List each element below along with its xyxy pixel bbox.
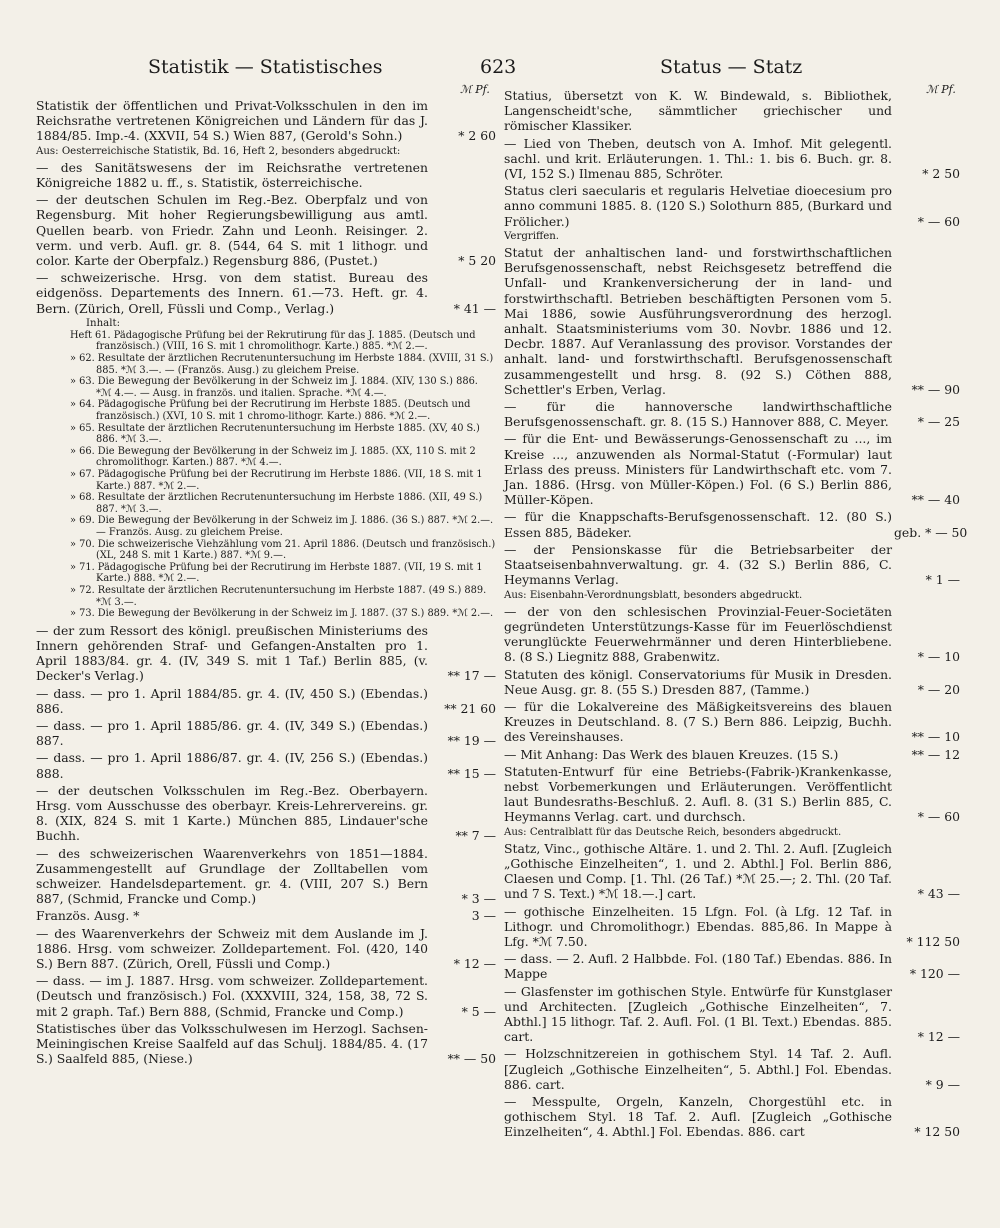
entry-text: — gothische Einzelheiten. 15 Lfgn. Fol. (à Lfg. 12 Taf. in Lithogr. und Chromolithogr.) Ebendas. 885,86. In Mappe à Lfg. *ℳ 7.50. xyxy=(504,903,892,949)
inhalt-item: Heft 61. Pädagogische Prüfung bei der Rekrutirung für das J. 1885. (Deutsch und französisch.) (VIII, 16 S. mit 1 chromolithogr. Karte.) 885. *ℳ 2.—. xyxy=(70,329,476,353)
entry-price: * — 60 xyxy=(917,809,960,825)
entry-text: — des schweizerischen Waarenverkehrs von 1851—1884. Zusammengestellt auf Grundlage der Zolltabellen vom schweizer. Handelsdepartement. gr. 4. (VIII, 207 S.) Bern 887, (Schmid, Francke und Comp.) xyxy=(36,845,428,907)
right-column xyxy=(504,83,968,1142)
entry-price: * — 25 xyxy=(917,414,960,430)
entry-text: — für die hannoversche landwirthschaftliche Berufsgenossenschaft. gr. 8. (15 S.) Hannover 888, C. Meyer. xyxy=(504,399,892,430)
catalog-entry xyxy=(36,192,496,268)
entry-price: * 43 — xyxy=(917,886,960,902)
entry-text: Statuten-Entwurf für eine Betriebs-(Fabrik-)Krankenkasse, nebst Vorbemerkungen und Erläuterungen. Veröffentlicht laut Bundesraths-Beschluß. 2. Aufl. 8. (31 S.) Berlin 885, C. Heymanns Verlag. cart. und durchsch. xyxy=(504,763,892,825)
catalog-entry xyxy=(504,231,960,243)
entry-price: * 5 20 xyxy=(458,253,496,269)
left-entries-continued xyxy=(36,623,496,1067)
entry-price: * 12 50 xyxy=(914,1124,960,1140)
entry-price: * 2 50 xyxy=(922,166,960,182)
entry-price: geb. * — 50 xyxy=(894,524,968,540)
inhalt-item: » 64. Pädagogische Prüfung bei der Recrutirung im Herbste 1885. (Deutsch und französisch.) (XVI, 10 S. mit 1 chromo-lithogr. Karte.) 886. *ℳ 2.—. xyxy=(70,399,471,422)
entry-price: * 5 — xyxy=(461,1003,496,1019)
catalog-entry xyxy=(36,160,496,190)
entry-text: — Mit Anhang: Das Werk des blauen Kreuzes. (15 S.) xyxy=(504,746,839,762)
inhalt-item: » 73. Die Bewegung der Bevölkerung in der Schweiz im J. 1887. (37 S.) 889. *ℳ 2.—. xyxy=(70,608,494,620)
entry-price: * 1 — xyxy=(925,572,960,588)
entry-text: Status cleri saecularis et regularis Helvetiae dioecesium pro anno communi 1885. 8. (120 S.) Solothurn 885, (Burkard und Frölicher.) xyxy=(504,183,892,229)
page-header xyxy=(0,56,1000,86)
catalog-entry xyxy=(504,1046,960,1092)
entry-price: ** 17 — xyxy=(447,668,496,684)
entry-text: — dass. — pro 1. April 1884/85. gr. 4. (IV, 450 S.) (Ebendas.) 886. xyxy=(36,685,428,716)
entry-text: — der deutschen Volksschulen im Reg.-Bez. Oberbayern. Hrsg. vom Ausschusse des oberbayr. Kreis-Lehrervereins. gr. 8. (XIX, 824 S. mit 1 Karte.) München 885, Lindauer'sche Buchh. xyxy=(36,782,428,844)
inhalt-item: » 70. Die schweizerische Viehzählung vom 21. April 1886. (Deutsch und französisch.) (XL, 248 S. mit 1 Karte.) 887. *ℳ 9.—. xyxy=(70,538,496,562)
entry-text: — der Pensionskasse für die Betriebsarbeiter der Staatseisenbahnverwaltung. gr. 4. (32 S.) Berlin 886, C. Heymanns Verlag. xyxy=(504,541,892,588)
inhalt-item: » 65. Resultate der ärztlichen Recrutenuntersuchung im Herbste 1885. (XV, 40 S.) 886. *ℳ 3.—. xyxy=(70,422,480,446)
catalog-entry xyxy=(504,841,960,902)
catalog-entry xyxy=(36,623,496,684)
catalog-entry xyxy=(504,136,960,182)
entry-price: * 2 60 xyxy=(458,128,496,144)
page-number: 623 xyxy=(480,56,517,78)
inhalt-item: » 67. Pädagogische Prüfung bei der Recrutirung im Herbste 1886. (VII, 18 S. mit 1 Karte.) 887. *ℳ 2.—. xyxy=(70,468,483,492)
entry-text: — der deutschen Schulen im Reg.-Bez. Oberpfalz und von Regensburg. Mit hoher Regierungsbewilligung aus amtl. Quellen bearb. von Friedr. Zahn und Leonh. Reisinger. 2. verm. und verb. Aufl. gr. 8. (544, 64 S. mit 1 lithogr. und color. Karte der Oberpfalz.) Regensburg 886, (Pustet.) xyxy=(36,192,428,269)
header-left-title: Statistik — Statistisches xyxy=(148,56,383,78)
inhalt-item: » 71. Pädagogische Prüfung bei der Recrutirung im Herbste 1887. (VII, 19 S. mit 1 Karte.) 888. *ℳ 2.—. xyxy=(70,561,483,585)
entry-text: Vergriffen. xyxy=(504,230,560,242)
entry-price: * — 60 xyxy=(917,213,960,229)
catalog-entry xyxy=(504,904,960,950)
inhalt-list xyxy=(36,330,496,620)
inhalt-item: » 72. Resultate der ärztlichen Recrutenuntersuchung im Herbste 1887. (49 S.) 889. *ℳ 3.—. xyxy=(70,584,487,608)
entry-text: — Lied von Theben, deutsch von A. Imhof. Mit gelegentl. sachl. und krit. Erläuterungen. 1. Thl.: 1. bis 6. Buch. gr. 8. (VI, 152 S.) Ilmenau 885, Schröter. xyxy=(504,135,892,182)
catalog-entry xyxy=(504,509,968,540)
entry-text: — schweizerische. Hrsg. von dem statist. Bureau des eidgenöss. Departements des Innern. 61.—73. Heft. gr. 4. Bern. (Zürich, Orell, Füssli und Comp., Verlag.) xyxy=(36,270,428,316)
entry-text: Statuten des königl. Conservatoriums für Musik in Dresden. Neue Ausg. gr. 8. (55 S.) Dresden 887, (Tamme.) xyxy=(504,666,892,697)
catalog-entry xyxy=(36,270,496,316)
catalog-entry xyxy=(504,542,960,588)
entry-price: * 41 — xyxy=(453,300,496,316)
left-entries xyxy=(36,98,496,316)
entry-price: ** 15 — xyxy=(447,765,496,781)
entry-price: * 120 — xyxy=(909,966,960,982)
entry-price: * 12 — xyxy=(453,955,496,971)
entry-text: — für die Knappschafts-Berufsgenossenschaft. 12. (80 S.) Essen 885, Bädeker. xyxy=(504,509,892,540)
entry-text: — der von den schlesischen Provinzial-Feuer-Societäten gegründeten Unterstützungs-Kasse für im Feuerlöschdienst verunglückte Feuerwehrmänner und deren Hinterbliebene. 8. (8 S.) Liegnitz 888, Grabenwitz. xyxy=(504,603,892,665)
entry-price: * 112 50 xyxy=(906,933,960,949)
entry-text: Statistisches über das Volksschulwesen im Herzogl. Sachsen-Meiningischen Kreise Saalfeld auf das Schulj. 1884/85. 4. (17 S.) Saalfeld 885, (Niese.) xyxy=(36,1020,428,1067)
entry-price: ** 19 — xyxy=(447,733,496,749)
entry-price: ** 21 60 xyxy=(444,700,496,716)
entry-text: — Holzschnitzereien in gothischem Styl. 14 Taf. 2. Aufl. [Zugleich „Gothische Einzelheiten“, 5. Abthl.] Fol. Ebendas. 886. cart. xyxy=(504,1046,892,1092)
entry-price: * 12 — xyxy=(917,1029,960,1045)
entry-text: — des Sanitätswesens der im Reichsrathe vertretenen Königreiche 1882 u. ff., s. Statistik, österreichische. xyxy=(36,159,428,191)
right-entries xyxy=(504,88,968,1140)
catalog-entry xyxy=(36,98,496,144)
catalog-entry xyxy=(504,667,960,697)
inhalt-item: » 63. Die Bewegung der Bevölkerung in der Schweiz im J. 1884. (XIV, 130 S.) 886. *ℳ 4.—. — Ausg. in französ. und italien. Sprache. *ℳ 4.—. xyxy=(70,376,478,399)
entry-text: — für die Ent- und Bewässerungs-Genossenschaft zu ..., im Kreise ..., anzuwenden als Normal-Statut (-Formular) laut Erlass des preuss. Ministers für Landwirthschaft etc. vom 7. Jan. 1886. (Hrsg. von Müller-Köpen.) Fol. (6 S.) Berlin 886, Müller-Köpen. xyxy=(504,431,892,508)
entry-text: Statz, Vinc., gothische Altäre. 1. und 2. Thl. 2. Aufl. [Zugleich „Gothische Einzelheiten“, 1. und 2. Abthl.] Fol. Berlin 886, Claesen und Comp. [1. Thl. (26 Taf.) *ℳ 25.—; 2. Thl. (20 Taf. und 7 S. Text.) *ℳ 18.—.] cart. xyxy=(504,840,892,902)
catalog-entry xyxy=(36,750,496,780)
entry-text: — dass. — im J. 1887. Hrsg. vom schweizer. Zolldepartement. (Deutsch und französisch.) Fol. (XXXVIII, 324, 158, 38, 72 S. mit 2 graph. Taf.) Bern 888, (Schmid, Francke und Comp.) xyxy=(36,973,428,1019)
entry-price: ** 7 — xyxy=(455,828,496,844)
entry-text: — Messpulte, Orgeln, Kanzeln, Chorgestühl etc. in gothischem Styl. 18 Taf. 2. Aufl. [Zugleich „Gothische Einzelheiten“, 4. Abthl.] Fol. Ebendas. 886. cart xyxy=(504,1094,892,1140)
catalog-entry xyxy=(504,604,960,665)
entry-price: * — 20 xyxy=(917,681,960,697)
catalog-entry xyxy=(504,590,960,602)
catalog-entry xyxy=(504,88,960,134)
inhalt-item: » 62. Resultate der ärztlichen Recrutenuntersuchung im Herbste 1884. (XVIII, 31 S.) 885. *ℳ 3.—. — (Französ. Ausg.) zu gleichem Preise. xyxy=(70,353,494,376)
entry-text: — des Waarenverkehrs der Schweiz mit dem Auslande im J. 1886. Hrsg. vom schweizer. Zolldepartement. Fol. (420, 140 S.) Bern 887. (Zürich, Orell, Füssli und Comp.) xyxy=(36,925,428,971)
currency-header-left: ℳ Pf. xyxy=(460,83,490,96)
inhalt-label: Inhalt: xyxy=(86,317,121,329)
currency-header-right: ℳ Pf. xyxy=(926,83,956,96)
catalog-entry xyxy=(36,686,496,716)
catalog-entry xyxy=(36,718,496,748)
catalog-entry xyxy=(36,846,496,907)
entry-price: ** — 40 xyxy=(911,492,960,508)
catalog-entry xyxy=(36,146,496,158)
entry-text: Statius, übersetzt von K. W. Bindewald, s. Bibliothek, Langenscheidt'sche, sämmtlicher griechischer und römischer Klassiker. xyxy=(504,88,892,134)
entry-text: — der zum Ressort des königl. preußischen Ministeriums des Innern gehörenden Straf- und Gefangen-Anstalten pro 1. April 1883/84. gr. 4. (IV, 349 S. mit 1 Taf.) Berlin 885, (v. Decker's Verlag.) xyxy=(36,622,428,684)
inhalt-item: » 66. Die Bewegung der Bevölkerung in der Schweiz im J. 1885. (XX, 110 S. mit 2 chromolithogr. Karten.) 887. *ℳ 4.—. xyxy=(70,445,476,469)
entry-text: — dass. — pro 1. April 1885/86. gr. 4. (IV, 349 S.) (Ebendas.) 887. xyxy=(36,717,428,749)
catalog-entry xyxy=(36,783,496,844)
catalog-entry xyxy=(36,973,496,1019)
entry-price: * 3 — xyxy=(461,891,496,907)
catalog-entry xyxy=(504,183,960,229)
catalog-entry xyxy=(504,827,960,839)
entry-text: — für die Lokalvereine des Mäßigkeitsvereins des blauen Kreuzes in Deutschland. 8. (7 S.) Bern 886. Leipzig, Buchh. des Vereinshauses. xyxy=(504,698,892,745)
entry-price: * — 10 xyxy=(917,649,960,665)
catalog-entry xyxy=(504,747,960,762)
entry-text: Französ. Ausg. * xyxy=(36,908,140,924)
catalog-entry xyxy=(504,984,960,1045)
catalog-entry xyxy=(504,431,960,507)
catalog-entry xyxy=(504,245,960,397)
entry-text: Aus: Centralblatt für das Deutsche Reich, besonders abgedruckt. xyxy=(504,826,842,838)
entry-price: ** — 50 xyxy=(447,1051,496,1067)
entry-price: ** — 12 xyxy=(911,746,960,762)
catalog-entry xyxy=(504,399,960,429)
left-column xyxy=(36,84,496,1068)
entry-text: — dass. — pro 1. April 1886/87. gr. 4. (IV, 256 S.) (Ebendas.) 888. xyxy=(36,750,428,781)
entry-price: ** — 90 xyxy=(911,381,960,397)
entry-price: * 9 — xyxy=(925,1076,960,1092)
entry-text: Statistik der öffentlichen und Privat-Volksschulen in den im Reichsrathe vertretenen Königreichen und Ländern für das J. 1884/85. Imp.-4. (XXVII, 54 S.) Wien 887, (Gerold's Sohn.) xyxy=(36,98,428,144)
catalog-entry xyxy=(504,1094,960,1140)
inhalt-item: » 68. Resultate der ärztlichen Recrutenuntersuchung im Herbste 1886. (XII, 49 S.) 887. *ℳ 3.—. xyxy=(70,492,483,515)
catalog-entry xyxy=(36,908,496,923)
catalog-entry xyxy=(504,699,960,745)
entry-price: ** — 10 xyxy=(911,729,960,745)
entry-price: 3 — xyxy=(471,908,496,924)
entry-text: Aus: Eisenbahn-Verordnungsblatt, besonders abgedruckt. xyxy=(504,589,803,601)
entry-text: Statut der anhaltischen land- und forstwirthschaftlichen Berufsgenossenschaft, nebst Reichsgesetz betreffend die Unfall- und Krankenversicherung der in land- und forstwirthschaftl. Betrieben beschäftigten Personen vom 5. Mai 1886, sowie Ausführungsverordnung des herzogl. anhalt. Staatsministeriums vom 30. Novbr. 1886 und 12. Decbr. 1887. Auf Veranlassung des provisor. Vorstandes der anhalt. land- und forstwirthschaftl. Berufsgenossenschaft zusammengestellt und hrsg. 8. (92 S.) Cöthen 888, Schettler's Erben, Verlag. xyxy=(504,245,892,397)
header-right-title: Status — Statz xyxy=(660,56,803,78)
catalog-entry xyxy=(36,1021,496,1067)
entry-text: Aus: Oesterreichische Statistik, Bd. 16, Heft 2, besonders abgedruckt: xyxy=(36,145,401,157)
catalog-entry xyxy=(504,764,960,825)
inhalt-item: » 69. Die Bewegung der Bevölkerung in der Schweiz im J. 1886. (36 S.) 887. *ℳ 2.—. — Französ. Ausg. zu gleichem Preise. xyxy=(70,515,494,538)
entry-text: — dass. — 2. Aufl. 2 Halbbde. Fol. (180 Taf.) Ebendas. 886. In Mappe xyxy=(504,951,892,982)
catalog-entry xyxy=(504,951,960,981)
entry-text: — Glasfenster im gothischen Style. Entwürfe für Kunstglaser und Architecten. [Zugleich „Gothische Einzelheiten“, 7. Abthl.] 15 lithogr. Taf. 2. Aufl. Fol. (1 Bl. Text.) Ebendas. 885. cart. xyxy=(504,983,892,1045)
catalog-entry xyxy=(36,926,496,972)
